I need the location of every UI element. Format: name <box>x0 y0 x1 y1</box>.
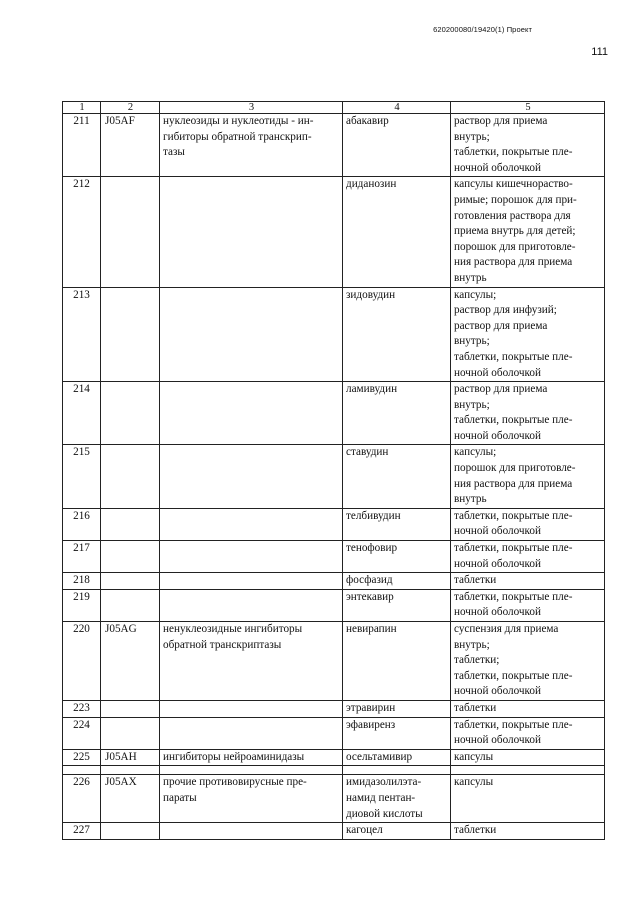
drug-name-cell: энтекавир <box>343 589 451 621</box>
atc-code-cell <box>101 382 160 445</box>
row-number-cell: 220 <box>63 622 101 701</box>
group-name-cell: нуклеозиды и нуклеотиды - ин- гибиторы обратной транскрип- тазы <box>160 114 343 177</box>
drug-name-cell: диданозин <box>343 177 451 287</box>
atc-code-cell <box>101 445 160 508</box>
atc-code-cell <box>101 700 160 717</box>
table-row <box>63 287 605 382</box>
atc-code-cell: J05AG <box>101 622 160 701</box>
row-number-cell: 213 <box>63 287 101 382</box>
atc-code-cell <box>101 589 160 621</box>
drug-table <box>62 101 605 840</box>
row-number-cell: 219 <box>63 589 101 621</box>
spacer-cell <box>160 766 343 775</box>
table-row <box>63 573 605 590</box>
dosage-form-cell: капсулы <box>451 775 605 823</box>
dosage-form-cell: раствор для приема внутрь; таблетки, покрытые пле- ночной оболочкой <box>451 382 605 445</box>
column-header: 2 <box>101 102 160 114</box>
drug-name-cell: тенофовир <box>343 541 451 573</box>
group-name-cell <box>160 508 343 540</box>
drug-name-cell: ламивудин <box>343 382 451 445</box>
dosage-form-cell: капсулы кишечнораство- римые; порошок для при- готовления раствора для приема внутрь для детей; порошок для приготовле- ния раствора для приема внутрь <box>451 177 605 287</box>
group-name-cell: ингибиторы нейроаминидазы <box>160 749 343 766</box>
group-name-cell <box>160 700 343 717</box>
row-number-cell: 224 <box>63 717 101 749</box>
table-spacer-row <box>63 766 605 775</box>
drug-name-cell: невирапин <box>343 622 451 701</box>
group-name-cell <box>160 589 343 621</box>
spacer-cell <box>63 766 101 775</box>
table-row <box>63 445 605 508</box>
drug-name-cell: кагоцел <box>343 823 451 840</box>
table-row <box>63 622 605 701</box>
table-row <box>63 589 605 621</box>
spacer-cell <box>101 766 160 775</box>
group-name-cell <box>160 573 343 590</box>
column-header: 1 <box>63 102 101 114</box>
row-number-cell: 211 <box>63 114 101 177</box>
atc-code-cell: J05AH <box>101 749 160 766</box>
dosage-form-cell: таблетки, покрытые пле- ночной оболочкой <box>451 717 605 749</box>
atc-code-cell: J05AX <box>101 775 160 823</box>
row-number-cell: 225 <box>63 749 101 766</box>
row-number-cell: 227 <box>63 823 101 840</box>
page-number: 111 <box>591 46 608 58</box>
table-row <box>63 541 605 573</box>
drug-name-cell: имидазолилэта- намид пентан- диовой кислоты <box>343 775 451 823</box>
group-name-cell <box>160 382 343 445</box>
table-row <box>63 823 605 840</box>
atc-code-cell <box>101 823 160 840</box>
dosage-form-cell: таблетки <box>451 700 605 717</box>
table-row <box>63 700 605 717</box>
group-name-cell <box>160 823 343 840</box>
dosage-form-cell: раствор для приема внутрь; таблетки, покрытые пле- ночной оболочкой <box>451 114 605 177</box>
table-row <box>63 775 605 823</box>
atc-code-cell <box>101 287 160 382</box>
atc-code-cell <box>101 717 160 749</box>
atc-code-cell <box>101 508 160 540</box>
dosage-form-cell: таблетки <box>451 573 605 590</box>
dosage-form-cell: капсулы <box>451 749 605 766</box>
row-number-cell: 218 <box>63 573 101 590</box>
drug-name-cell: этравирин <box>343 700 451 717</box>
row-number-cell: 226 <box>63 775 101 823</box>
drug-name-cell: осельтамивир <box>343 749 451 766</box>
group-name-cell: ненуклеозидные ингибиторы обратной транскриптазы <box>160 622 343 701</box>
drug-name-cell: телбивудин <box>343 508 451 540</box>
column-header: 5 <box>451 102 605 114</box>
dosage-form-cell: таблетки, покрытые пле- ночной оболочкой <box>451 589 605 621</box>
dosage-form-cell: капсулы; раствор для инфузий; раствор для приема внутрь; таблетки, покрытые пле- ночной оболочкой <box>451 287 605 382</box>
atc-code-cell <box>101 541 160 573</box>
dosage-form-cell: таблетки, покрытые пле- ночной оболочкой <box>451 541 605 573</box>
column-header: 3 <box>160 102 343 114</box>
group-name-cell <box>160 717 343 749</box>
table-body <box>63 114 605 840</box>
group-name-cell <box>160 177 343 287</box>
spacer-cell <box>451 766 605 775</box>
row-number-cell: 216 <box>63 508 101 540</box>
dosage-form-cell: таблетки, покрытые пле- ночной оболочкой <box>451 508 605 540</box>
drug-name-cell: зидовудин <box>343 287 451 382</box>
drug-name-cell: абакавир <box>343 114 451 177</box>
dosage-form-cell: капсулы; порошок для приготовле- ния раствора для приема внутрь <box>451 445 605 508</box>
drug-name-cell: фосфазид <box>343 573 451 590</box>
column-header: 4 <box>343 102 451 114</box>
table-header-row <box>63 102 605 114</box>
group-name-cell: прочие противовирусные пре- параты <box>160 775 343 823</box>
table-row <box>63 114 605 177</box>
row-number-cell: 215 <box>63 445 101 508</box>
row-number-cell: 223 <box>63 700 101 717</box>
row-number-cell: 217 <box>63 541 101 573</box>
table-row <box>63 508 605 540</box>
spacer-cell <box>343 766 451 775</box>
group-name-cell <box>160 541 343 573</box>
dosage-form-cell: таблетки <box>451 823 605 840</box>
document-id: 620200080/19420(1) Проект <box>433 25 532 34</box>
atc-code-cell <box>101 573 160 590</box>
group-name-cell <box>160 287 343 382</box>
row-number-cell: 212 <box>63 177 101 287</box>
atc-code-cell: J05AF <box>101 114 160 177</box>
drug-name-cell: ставудин <box>343 445 451 508</box>
atc-code-cell <box>101 177 160 287</box>
drug-name-cell: эфавиренз <box>343 717 451 749</box>
table-row <box>63 177 605 287</box>
table-row <box>63 382 605 445</box>
table-row <box>63 749 605 766</box>
dosage-form-cell: суспензия для приема внутрь; таблетки; таблетки, покрытые пле- ночной оболочкой <box>451 622 605 701</box>
row-number-cell: 214 <box>63 382 101 445</box>
table-row <box>63 717 605 749</box>
group-name-cell <box>160 445 343 508</box>
